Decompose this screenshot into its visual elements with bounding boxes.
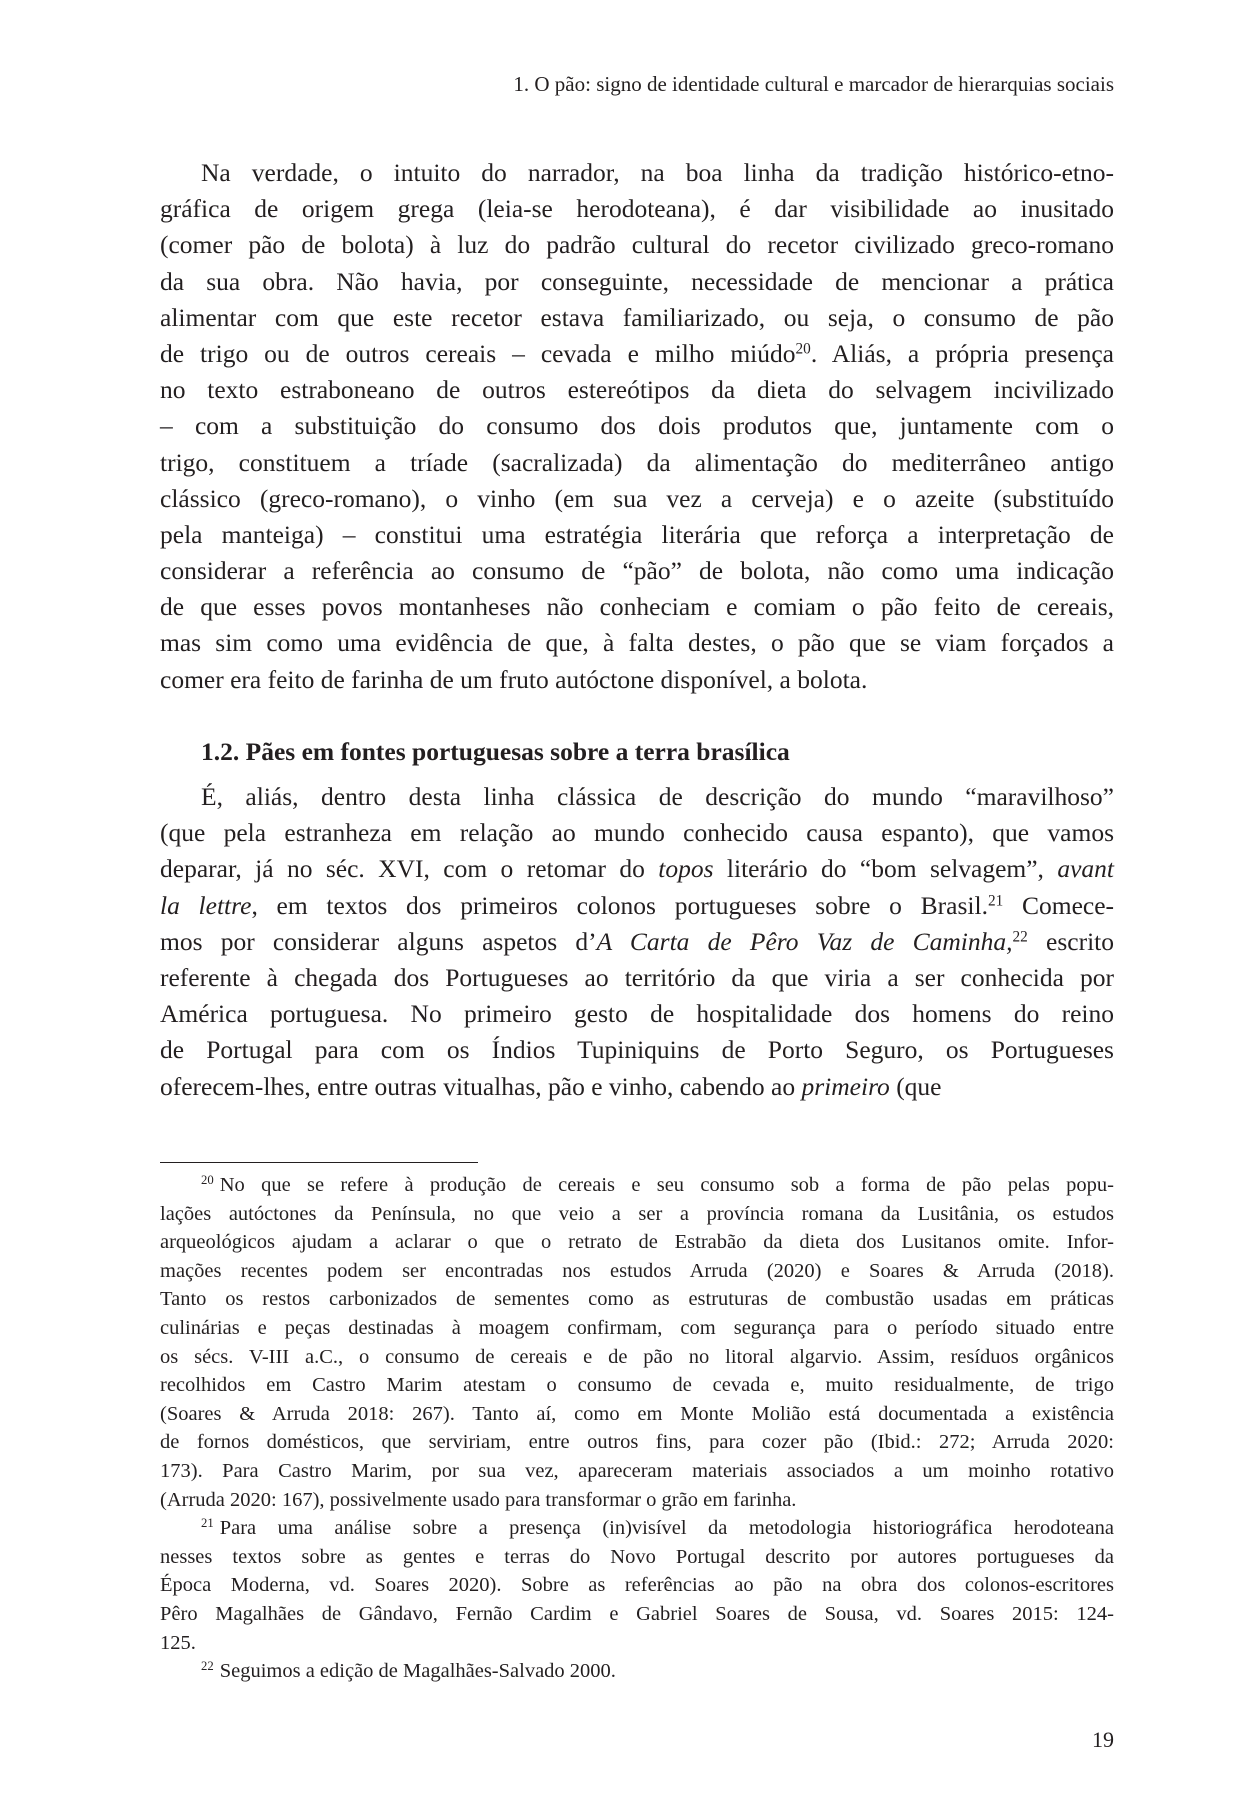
running-head: 1. O pão: signo de identidade cultural e marcador de hierarquias sociais <box>513 72 1114 96</box>
footnote-reference: 21 <box>987 892 1004 910</box>
text-run: (que <box>889 1071 942 1101</box>
footnote-line: 125. <box>160 1631 196 1654</box>
section-heading: 1.2. Pães em fontes portuguesas sobre a terra brasílica <box>201 737 790 766</box>
footnote-line: os sécs. V-III a.C., o consumo de cereais e de pão no litoral algarvio. Assim, resíduos orgânicos <box>160 1345 1114 1368</box>
paragraph-line: referente à chegada dos Portugueses ao território da que viria a ser conhecida por <box>160 962 1114 992</box>
text-run: . Aliás, a própria presença <box>810 338 1114 368</box>
text-run: No que se refere à produção de cereais e seu consumo sob a forma de pão pelas popu- <box>219 1174 1114 1196</box>
paragraph-line: no texto estraboneano de outros estereótipos da dieta do selvagem incivilizado <box>160 375 1114 405</box>
paragraph-line <box>160 1069 1114 1105</box>
footnote-line: nesses textos sobre as gentes e terras do Novo Portugal descrito por autores portugueses da <box>160 1545 1114 1568</box>
text-run: deparar, já no séc. XVI, com o retomar do <box>160 854 659 884</box>
text-run: oferecem-lhes, entre outras vitualhas, pão e vinho, cabendo ao <box>160 1071 802 1101</box>
footnote-line <box>160 1171 1114 1200</box>
paragraph-line: de que esses povos montanheses não conheciam e comiam o pão feito de cereais, <box>160 592 1114 622</box>
paragraph-line: da sua obra. Não havia, por conseguinte, necessidade de mencionar a prática <box>160 266 1114 296</box>
footnote-line: (Soares & Arruda 2018: 267). Tanto aí, como em Monte Molião está documentada a existência <box>160 1402 1114 1425</box>
footnote-line: recolhidos em Castro Marim atestam o consumo de cevada e, muito residualmente, de trigo <box>160 1374 1114 1397</box>
footnote-line: Tanto os restos carbonizados de sementes como as estruturas de combustão usadas em práticas <box>160 1288 1114 1311</box>
footnote-reference: 22 <box>201 1659 214 1674</box>
paragraph-line: trigo, constituem a tríade (sacralizada) da alimentação do mediterrâneo antigo <box>160 447 1114 477</box>
text-run: de trigo ou de outros cereais – cevada e milho miúdo <box>160 338 796 368</box>
italic-text: avant <box>1057 854 1114 884</box>
footnote-line: (Arruda 2020: 167), possivelmente usado para transformar o grão em farinha. <box>160 1488 797 1511</box>
paragraph-line: Na verdade, o intuito do narrador, na boa linha da tradição histórico-etno- <box>201 158 1114 187</box>
paragraph-line: pela manteiga) – constitui uma estratégia literária que reforça a interpretação de <box>160 519 1114 549</box>
footnote-reference: 22 <box>1012 928 1028 946</box>
italic-text: topos <box>658 854 714 884</box>
footnote-line: Pêro Magalhães de Gândavo, Fernão Cardim e Gabriel Soares de Sousa, vd. Soares 2015: 124- <box>160 1602 1114 1625</box>
paragraph-line: alimentar com que este recetor estava familiarizado, ou seja, o consumo de pão <box>160 302 1114 332</box>
footnote-reference: 21 <box>201 1516 214 1531</box>
paragraph-line <box>160 924 1114 960</box>
footnote-line <box>160 1657 1114 1686</box>
footnote-line: culinárias e peças destinadas à moagem confirmam, com segurança para o período situado entre <box>160 1316 1114 1339</box>
footnote-line: Época Moderna, vd. Soares 2020). Sobre as referências ao pão na obra dos colonos-escritores <box>160 1574 1114 1597</box>
text-run: escrito <box>1027 926 1114 956</box>
paragraph-line <box>160 888 1114 924</box>
text-run: Comece- <box>1003 890 1115 920</box>
italic-text: primeiro <box>801 1071 890 1101</box>
footnote-line: 173). Para Castro Marim, por sua vez, apareceram materiais associados a um moinho rotativo <box>160 1459 1114 1482</box>
text-run: literário do “bom selvagem”, <box>713 854 1058 884</box>
text-run: Para uma análise sobre a presença (in)visível da metodologia historiográfica herodoteana <box>219 1517 1114 1540</box>
paragraph-line: gráfica de origem grega (leia-se herodoteana), é dar visibilidade ao inusitado <box>160 194 1114 224</box>
paragraph-2 <box>160 779 1114 1105</box>
paragraph-line <box>160 336 1114 372</box>
paragraph-line: (que pela estranheza em relação ao mundo conhecido causa espanto), que vamos <box>160 818 1114 848</box>
page-number: 19 <box>1092 1727 1114 1752</box>
paragraph-line: – com a substituição do consumo dos dois produtos que, juntamente com o <box>160 411 1114 441</box>
paragraph-line: de Portugal para com os Índios Tupiniquins de Porto Seguro, os Portugueses <box>160 1035 1114 1065</box>
text-run: , em textos dos primeiros colonos portugueses sobre o Brasil. <box>251 890 988 920</box>
footnote-reference: 20 <box>201 1173 214 1188</box>
paragraph-line: considerar a referência ao consumo de “pão” de bolota, não como uma indicação <box>160 556 1114 586</box>
paragraph-1 <box>160 155 1114 698</box>
footnotes <box>160 1171 1114 1686</box>
footnote <box>160 1514 1114 1657</box>
paragraph-line: mas sim como uma evidência de que, à falta destes, o pão que se viam forçados a <box>160 628 1114 658</box>
footnote <box>160 1171 1114 1514</box>
footnote-line: lações autóctones da Península, no que veio a ser a província romana da Lusitânia, os estudos <box>160 1202 1114 1225</box>
footnote-line <box>160 1514 1114 1543</box>
footnote <box>160 1657 1114 1686</box>
paragraph-line: América portuguesa. No primeiro gesto de hospitalidade dos homens do reino <box>160 999 1114 1029</box>
italic-text: la lettre <box>160 890 252 920</box>
footnote-separator <box>160 1162 478 1163</box>
paragraph-line <box>160 851 1114 887</box>
text-run: mos por considerar alguns aspetos d’ <box>160 926 597 956</box>
paragraph-line: clássico (greco-romano), o vinho (em sua vez a cerveja) e o azeite (substituído <box>160 483 1114 513</box>
text-run: Seguimos a edição de Magalhães-Salvado 2000. <box>219 1660 616 1683</box>
paragraph-line: comer era feito de farinha de um fruto autóctone disponível, a bolota. <box>160 664 868 694</box>
footnote-line: mações recentes podem ser encontradas nos estudos Arruda (2020) e Soares & Arruda (2018). <box>160 1259 1114 1282</box>
paragraph-line: (comer pão de bolota) à luz do padrão cultural do recetor civilizado greco-romano <box>160 230 1114 260</box>
footnote-line: arqueológicos ajudam a aclarar o que o retrato de Estrabão da dieta dos Lusitanos omite. Infor- <box>160 1231 1114 1254</box>
paragraph-line: É, aliás, dentro desta linha clássica de descrição do mundo “maravilhoso” <box>201 782 1114 811</box>
footnote-reference: 20 <box>795 340 811 358</box>
italic-text: A Carta de Pêro Vaz de Caminha, <box>596 926 1013 956</box>
footnote-line: de fornos domésticos, que serviriam, entre outros fins, para cozer pão (Ibid.: 272; Arruda 2020: <box>160 1431 1114 1454</box>
